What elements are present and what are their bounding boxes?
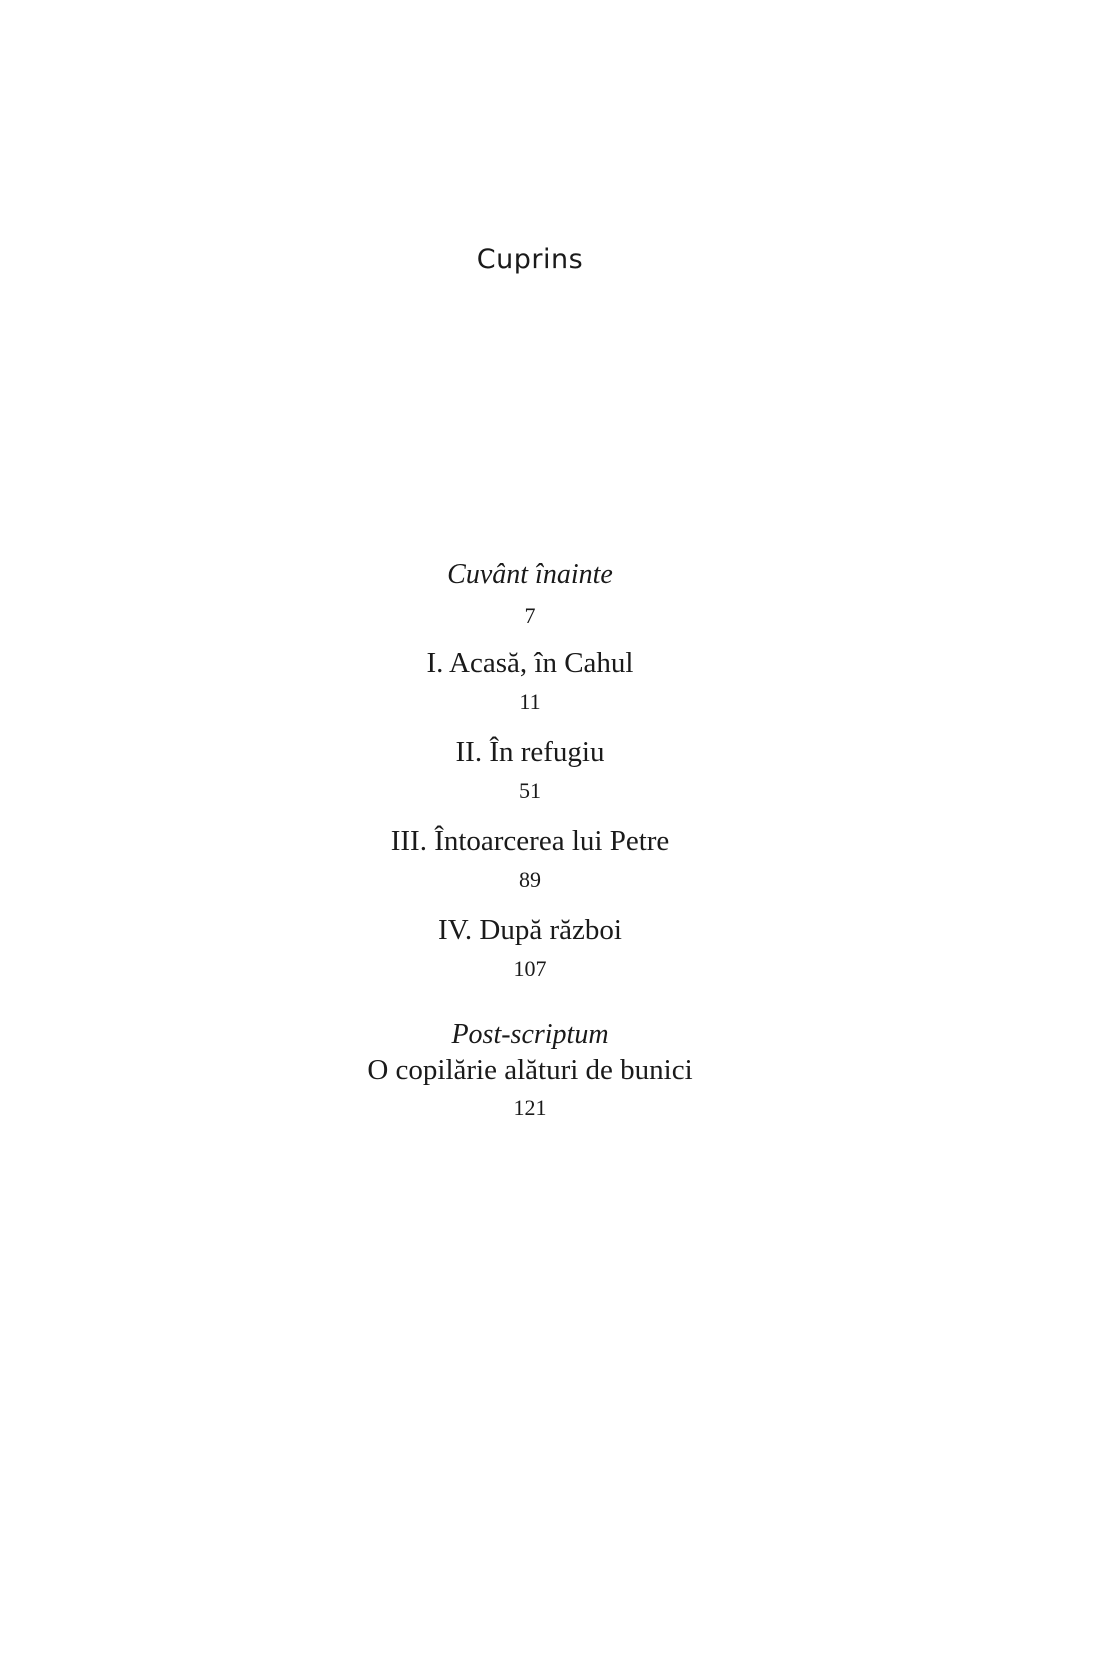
toc-chapter-2-title: II. În refugiu (455, 736, 605, 768)
toc-chapter-4-title: IV. După război (438, 914, 622, 946)
toc-postscript-heading: Post-scriptum (451, 1019, 609, 1050)
toc-postscript-page: 121 (513, 1095, 547, 1120)
toc-chapter-4-page: 107 (513, 956, 547, 981)
page-title: Cuprins (476, 244, 584, 275)
toc-chapter-1-page: 11 (519, 689, 541, 714)
toc-chapter-2-page: 51 (519, 778, 541, 803)
toc-chapter-3-page: 89 (519, 867, 541, 892)
toc-chapter-1-title: I. Acasă, în Cahul (426, 647, 634, 679)
toc-foreword-page: 7 (524, 603, 536, 628)
toc-foreword-title: Cuvânt înainte (447, 559, 613, 590)
toc-postscript-title: O copilărie alături de bunici (367, 1054, 693, 1086)
toc-chapter-3-title: III. Întoarcerea lui Petre (390, 825, 670, 857)
